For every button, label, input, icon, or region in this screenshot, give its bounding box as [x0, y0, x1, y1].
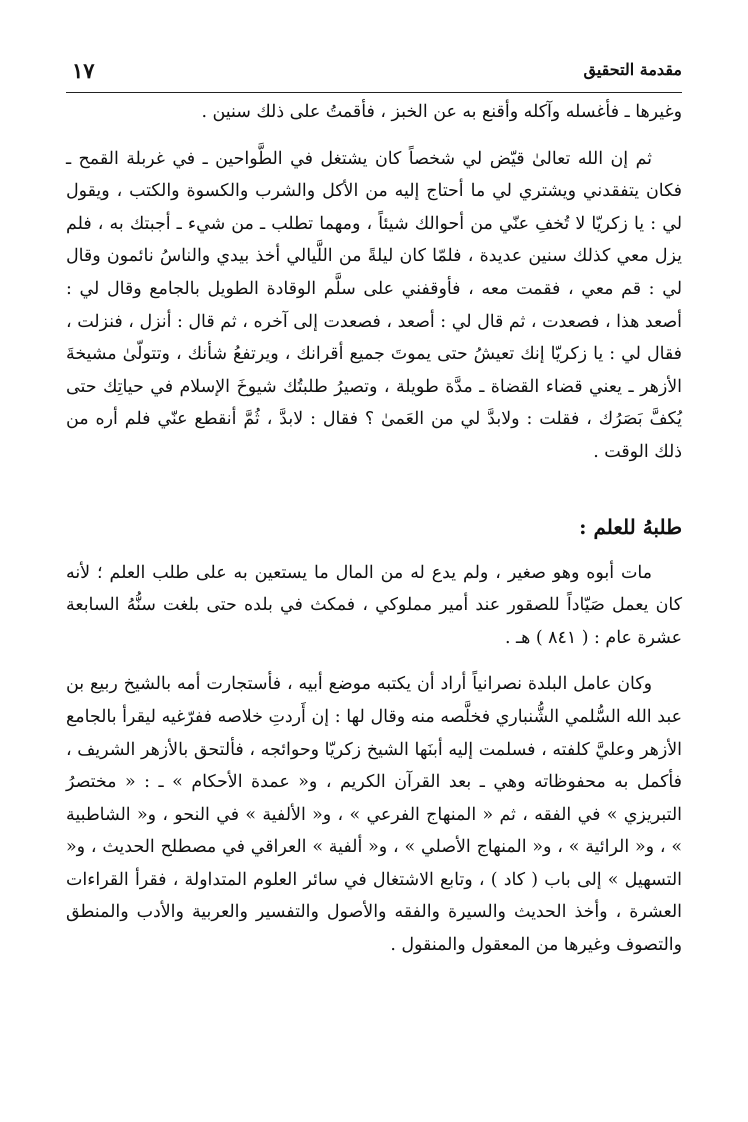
page-number: ١٧ [72, 58, 95, 83]
page-body [66, 96, 682, 962]
page-header [66, 58, 682, 93]
paragraph: وغيرها ـ فأغسله وآكله وأقنع به عن الخبز ، فأقمتُ على ذلك سنين . [201, 102, 682, 122]
paragraph: وكان عامل البلدة نصرانياً أراد أن يكتبه موضع أبيه ، فأستجارت أمه بالشيخ ربيع بن عبد الله السُّلمي الشُّنباري فخلَّصه منه وقال لها : إن أَردتِ خلاصه ففرّغيه ليقرأ بالجامع الأزهر وعليَّ كلفته ، فسلمت إليه أبنَها الشيخ زكريّا وحوائجه ، فألتحق بالأزهر الشريف ، فأكمل به محفوظاته وهي ـ بعد القرآن الكريم ، و« عمدة الأحكام » ـ : « مختصرُ التبريزي » في الفقه ، ثم « المنهاج الفرعي » ، و« الألفية » في النحو ، و« الشاطبية » ، و« الرائية » ، و« المنهاج الأصلي » ، و« ألفية » العراقي في مصطلح الحديث ، و« التسهيل » إلى باب ( كاد ) ، وتابع الاشتغال في سائر العلوم المتداولة ، فقرأ القراءات العشرة ، وأخذ الحديث والسيرة والفقه والأصول والتفسير والعربية والأدب والمنطق والتصوف وغيرها من المعقول والمنقول . [66, 674, 682, 956]
paragraph: ثم إن الله تعالىٰ قيّض لي شخصاً كان يشتغل في الطَّواحين ـ في غربلة القمح ـ فكان يتفقدني ويشتري لي ما أحتاج إليه من الأكل والشرب والكسوة والكتب ، ويقول لي : يا زكريّا لا تُخفِ عنّي من أحوالك شيئاً ، ومهما تطلب ـ من شيء ـ أجبتك به ، فلم يزل معي كذلك سنين عديدة ، فلمّا كان ليلةً من اللَّيالي أخذ بيدي والناسُ نائمون وقال لي : قم معي ، فقمت معه ، فأوقفني على سلَّم الوقادة الطويل بالجامع وقال لي : أصعد هذا ، فصعدت ، ثم قال لي : أصعد ، فصعدت إلى آخره ، ثم قال : أنزل ، فنزلت ، فقال لي : يا زكريّا إنك تعيشُ حتى يموتَ جميع أقرانك ، ويرتفعُ شأنك ، وتتولّىٰ مشيخةَ الأزهر ـ يعني قضاء القضاة ـ مدَّة طويلة ، وتصيرُ طلبتُك شيوخَ الإسلام في حياتِك حتى يُكفَّ بَصَرُك ، فقلت : ولابدَّ لي من العَمىٰ ؟ فقال : لابدَّ ، ثُمَّ أنقطع عنّي فلم أره من ذلك الوقت . [66, 148, 682, 462]
section-heading: طلبهُ للعلم : [579, 514, 682, 539]
paragraph: مات أبوه وهو صغير ، ولم يدع له من المال ما يستعين به على طلب العلم ؛ لأنه كان يعمل صَيّاداً للصقور عند أمير مملوكي ، فمكث في بلده حتى بلغت سنُّهُ السابعة عشرة عام : ( ٨٤١ ) هـ . [66, 562, 682, 648]
running-title: مقدمة التحقيق [583, 60, 682, 79]
